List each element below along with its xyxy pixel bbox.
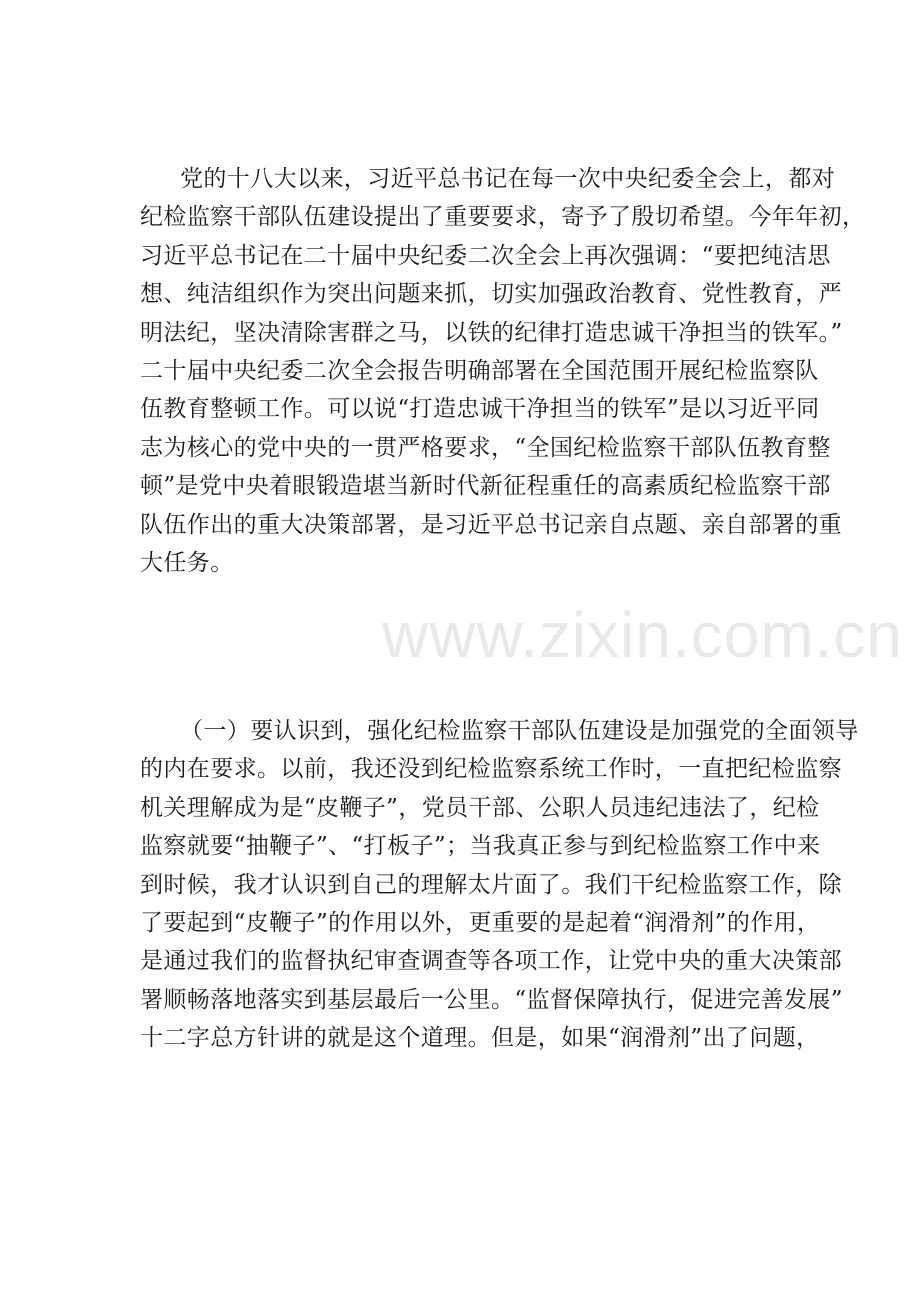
paragraph-line: 队伍作出的重大决策部署，是习近平总书记亲自点题、亲自部署的重 bbox=[140, 511, 842, 538]
paragraph-line: 明法纪，坚决清除害群之马，以铁的纪律打造忠诚干净担当的铁军。” bbox=[140, 319, 843, 346]
paragraph-line: 党的十八大以来，习近平总书记在每一次中央纪委全会上，都对 bbox=[180, 166, 836, 192]
paragraph-line: 习近平总书记在二十届中央纪委二次全会上再次强调：“要把纯洁思 bbox=[140, 242, 831, 269]
paragraph-line: 了要起到“皮鞭子”的作用以外，更重要的是起着“润滑剂”的作用， bbox=[140, 909, 821, 936]
paragraph-line: 纪检监察干部队伍建设提出了重要要求，寄予了殷切希望。今年年初， bbox=[140, 204, 866, 231]
paragraph-line: 志为核心的党中央的一贯严格要求，“全国纪检监察干部队伍教育整 bbox=[140, 434, 831, 461]
paragraph-line: 二十届中央纪委二次全会报告明确部署在全国范围开展纪检监察队 bbox=[140, 357, 819, 384]
paragraph-line: 顿”是党中央着眼锻造堪当新时代新征程重任的高素质纪检监察干部 bbox=[140, 473, 831, 500]
site-watermark: www.zixin.com.cn bbox=[382, 599, 903, 671]
paragraph-line: 伍教育整顿工作。可以说“打造忠诚干净担当的铁军”是以习近平同 bbox=[140, 396, 820, 423]
paragraph-line: 想、纯洁组织作为突出问题来抓，切实加强政治教育、党性教育，严 bbox=[140, 281, 842, 308]
paragraph-line: 到时候，我才认识到自己的理解太片面了。我们干纪检监察工作，除 bbox=[140, 871, 842, 898]
paragraph-line: 大任务。 bbox=[140, 549, 234, 576]
paragraph-line: 的内在要求。以前，我还没到纪检监察系统工作时，一直把纪检监察 bbox=[140, 756, 842, 783]
paragraph-line: （一）要认识到，强化纪检监察干部队伍建设是加强党的全面领导 bbox=[180, 718, 859, 744]
paragraph-line: 署顺畅落地落实到基层最后一公里。“监督保障执行，促进完善发展” bbox=[140, 986, 843, 1013]
paragraph-line: 十二字总方针讲的就是这个道理。但是，如果“润滑剂”出了问题， bbox=[140, 1025, 820, 1052]
paragraph-1 bbox=[140, 160, 866, 582]
paragraph-line: 是通过我们的监督执纪审查调查等各项工作，让党中央的重大决策部 bbox=[140, 948, 842, 975]
paragraph-2 bbox=[140, 712, 859, 1058]
paragraph-line: 机关理解成为是“皮鞭子”，党员干部、公职人员违纪违法了，纪检 bbox=[140, 794, 820, 821]
paragraph-line: 监察就要“抽鞭子”、“打板子”；当我真正参与到纪检监察工作中来 bbox=[140, 833, 821, 860]
